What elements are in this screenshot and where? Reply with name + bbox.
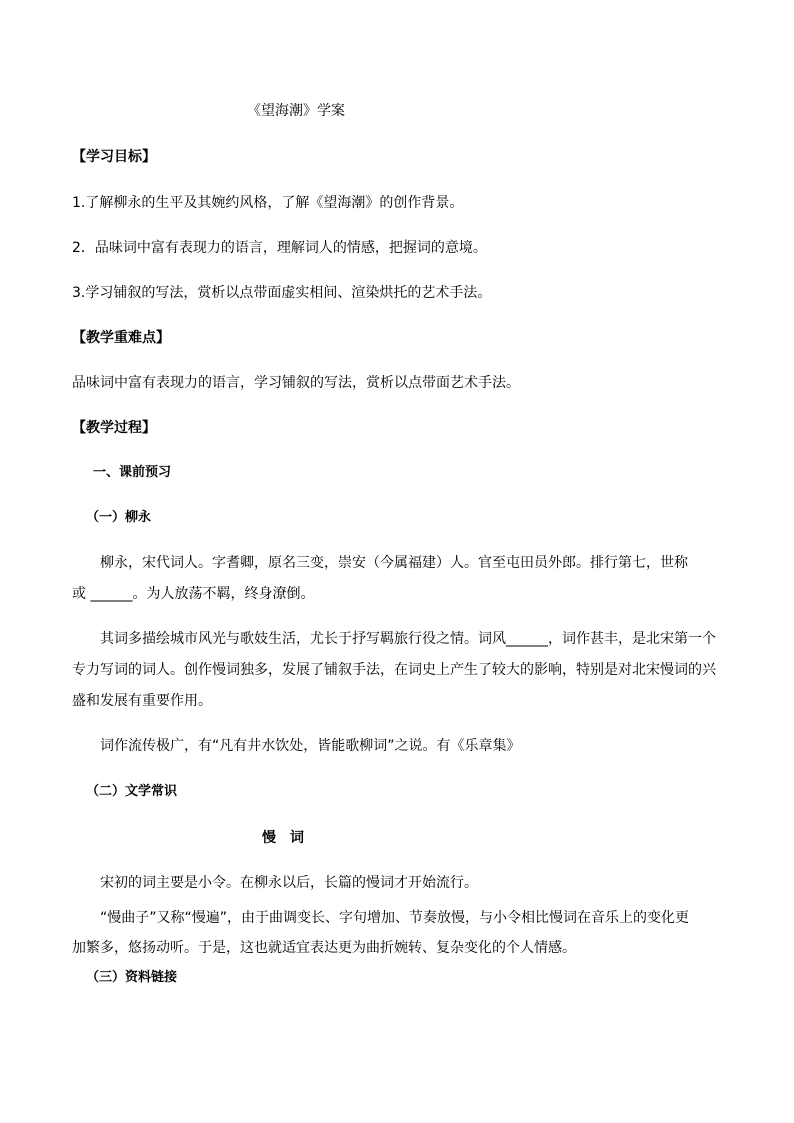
sub1-para3: 词作流传极广，有“凡有井水饮处，皆能歌柳词”之说。有《乐章集》 bbox=[100, 738, 521, 754]
sub3-heading: （三）资料链接 bbox=[86, 970, 178, 985]
sub2-para1: 宋初的词主要是小令。在柳永以后，长篇的慢词才开始流行。 bbox=[100, 875, 478, 891]
key-points-heading: 【教学重难点】 bbox=[72, 330, 170, 346]
part1-heading: 一、课前预习 bbox=[93, 465, 172, 480]
goal-item-2: 2．品味词中富有表现力的语言，理解词人的情感，把握词的意境。 bbox=[72, 240, 487, 256]
key-points-text: 品味词中富有表现力的语言，学习铺叙的写法，赏析以点带面艺术手法。 bbox=[72, 375, 520, 391]
document-title: 《望海潮》学案 bbox=[247, 103, 345, 119]
sub1-para1-line1: 柳永，宋代词人。字耆卿，原名三变，崇安（今属福建）人。官至屯田员外郎。排行第七，世称 bbox=[100, 555, 688, 571]
sub1-para1-line2: 或 ______。为人放荡不羁，终身潦倒。 bbox=[72, 586, 315, 602]
sub1-para2-line2: 专力写词的词人。创作慢词独多，发展了铺叙手法，在词史上产生了较大的影响，特别是对北宋慢词的兴 bbox=[72, 662, 716, 678]
sub1-para2-line1: 其词多描绘城市风光与歌妓生活，尤长于抒写羁旅行役之情。词风______，词作甚丰，是北宋第一个 bbox=[100, 631, 716, 647]
sub1-heading: （一）柳永 bbox=[86, 510, 152, 525]
goal-item-3: 3.学习铺叙的写法，赏析以点带面虚实相间、渲染烘托的艺术手法。 bbox=[72, 285, 492, 301]
sub2-title: 慢 词 bbox=[262, 830, 304, 846]
sub2-para2-line1: “慢曲子”又称“慢遍”，由于曲调变长、字句增加、节奏放慢，与小令相比慢词在音乐上的变化更 bbox=[100, 910, 690, 926]
goals-heading: 【学习目标】 bbox=[72, 149, 156, 165]
sub1-para2-line3: 盛和发展有重要作用。 bbox=[72, 693, 212, 709]
process-heading: 【教学过程】 bbox=[72, 420, 156, 436]
sub2-para2-line2: 加繁多，悠扬动听。于是，这也就适宜表达更为曲折婉转、复杂变化的个人情感。 bbox=[72, 940, 576, 956]
sub2-heading: （二）文学常识 bbox=[86, 784, 178, 799]
goal-item-1: 1.了解柳永的生平及其婉约风格，了解《望海潮》的创作背景。 bbox=[72, 195, 464, 211]
